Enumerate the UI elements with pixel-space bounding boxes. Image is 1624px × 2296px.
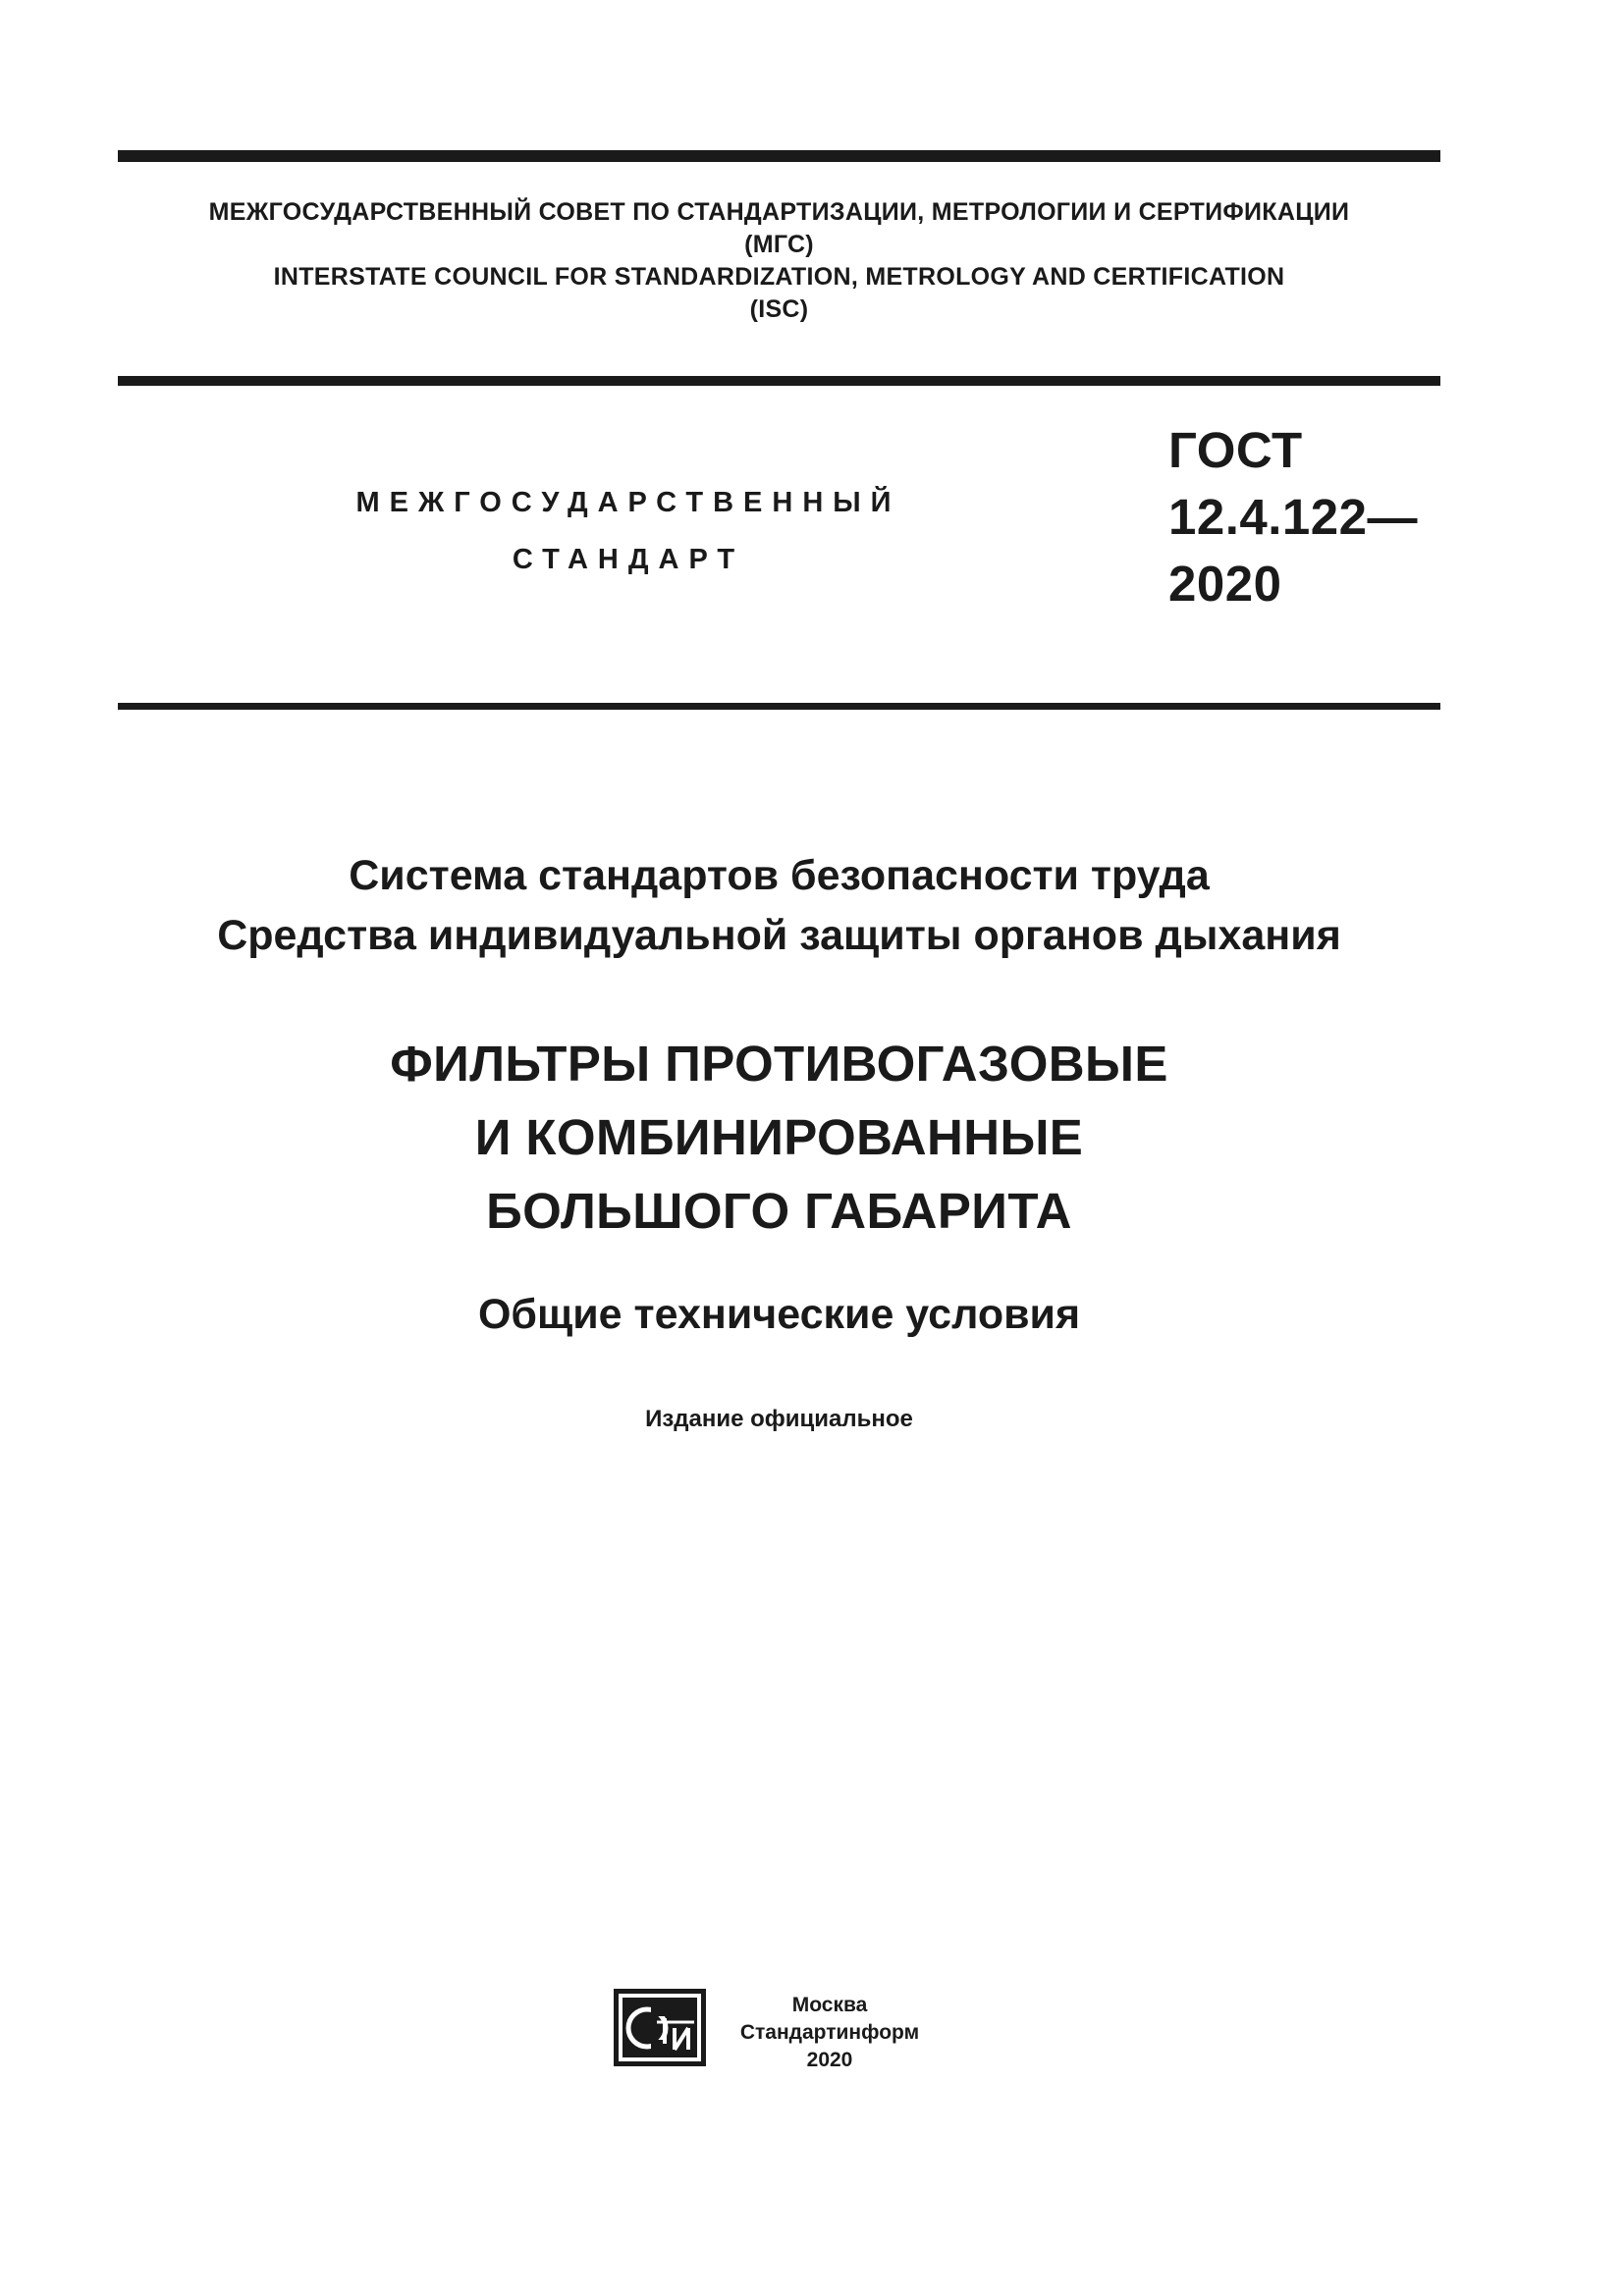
main-title bbox=[59, 1027, 1499, 1248]
council-name-ru: МЕЖГОСУДАРСТВЕННЫЙ СОВЕТ ПО СТАНДАРТИЗАЦИИ, МЕТРОЛОГИИ И СЕРТИФИКАЦИИ bbox=[208, 198, 1350, 226]
designation-number: 12.4.122— bbox=[1168, 489, 1419, 545]
bottom-rule bbox=[118, 703, 1440, 710]
publisher-imprint bbox=[736, 1992, 923, 2074]
top-rule bbox=[118, 150, 1440, 162]
publisher-name: Стандартинформ bbox=[739, 2021, 920, 2044]
standard-type bbox=[324, 474, 933, 588]
council-name-en: INTERSTATE COUNCIL FOR STANDARDIZATION, METROLOGY AND CERTIFICATION bbox=[273, 263, 1285, 291]
main-title-line1: ФИЛЬТРЫ ПРОТИВОГАЗОВЫЕ bbox=[390, 1036, 1168, 1092]
standartinform-logo-icon bbox=[614, 1989, 706, 2066]
designation-prefix: ГОСТ bbox=[1168, 422, 1303, 478]
council-abbr-en: (ISC) bbox=[749, 295, 809, 323]
title-block bbox=[59, 846, 1499, 1434]
publisher-year: 2020 bbox=[806, 2049, 853, 2071]
system-title bbox=[59, 846, 1499, 966]
main-title-line3: БОЛЬШОГО ГАБАРИТА bbox=[486, 1183, 1072, 1239]
edition-note: Издание официальное bbox=[645, 1406, 913, 1432]
middle-rule bbox=[118, 376, 1440, 386]
system-title-line1: Система стандартов безопасности труда bbox=[349, 852, 1210, 899]
standard-type-line1: МЕЖГОСУДАРСТВЕННЫЙ bbox=[355, 487, 901, 518]
subtitle: Общие технические условия bbox=[477, 1291, 1081, 1338]
publisher-city: Москва bbox=[791, 1994, 868, 2016]
council-abbr-ru: (МГС) bbox=[744, 231, 814, 258]
standard-type-line2: СТАНДАРТ bbox=[512, 544, 745, 575]
standard-designation bbox=[1168, 417, 1418, 617]
main-title-line2: И КОМБИНИРОВАННЫЕ bbox=[474, 1109, 1084, 1165]
council-header bbox=[118, 196, 1440, 326]
designation-year: 2020 bbox=[1168, 556, 1282, 612]
system-title-line2: Средства индивидуальной защиты органов дыхания bbox=[217, 912, 1341, 959]
